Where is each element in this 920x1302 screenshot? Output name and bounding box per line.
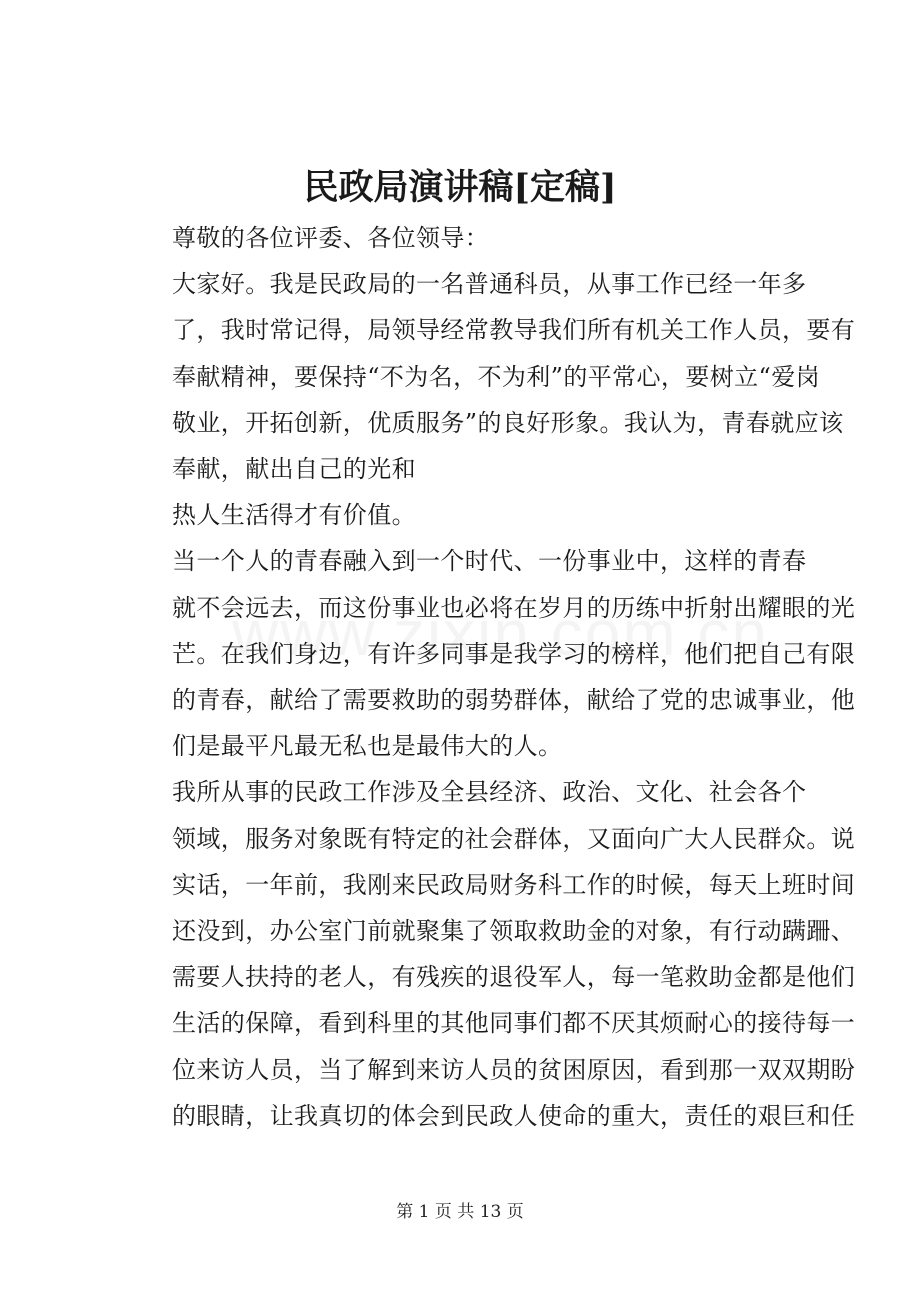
text-line: 大家好。我是民政局的一名普通科员，从事工作已经一年多: [172, 270, 807, 299]
text-line: 的眼睛，让我真切的体会到民政人使命的重大，责任的艰巨和任: [172, 1101, 856, 1130]
document-body: [124, 215, 856, 1139]
text-line: 还没到，办公室门前就聚集了领取救助金的对象，有行动蹒跚、: [172, 917, 856, 946]
page-footer: 第 1 页 共 13 页: [396, 1202, 524, 1222]
paragraph: [124, 215, 806, 261]
text-line: 奉献，献出自己的光和: [172, 455, 416, 484]
text-line: 敬业，开拓创新，优质服务”的良好形象。我认为，青春就应该: [172, 408, 844, 437]
text-line: 生活的保障，看到科里的其他同事们都不厌其烦耐心的接待每一: [172, 1009, 856, 1038]
text-line: 们是最平凡最无私也是最伟大的人。: [172, 732, 563, 761]
text-line: 领域，服务对象既有特定的社会群体，又面向广大人民群众。说: [172, 824, 856, 853]
text-line: 需要人扶持的老人，有残疾的退役军人，每一笔救助金都是他们: [172, 963, 856, 992]
paragraph: [124, 492, 806, 538]
text-line: 的青春，献给了需要救助的弱势群体，献给了党的忠诚事业，他: [172, 686, 856, 715]
paragraph: [124, 769, 856, 1139]
text-line: 实话，一年前，我刚来民政局财务科工作的时候，每天上班时间: [172, 870, 856, 899]
text-line: 尊敬的各位评委、各位领导：: [172, 224, 490, 252]
text-line: 位来访人员，当了解到来访人员的贫困原因，看到那一双双期盼: [172, 1055, 856, 1084]
paragraph: [124, 261, 856, 492]
document-title: 民政局演讲稿[定稿]: [303, 167, 617, 208]
text-line: 我所从事的民政工作涉及全县经济、政治、文化、社会各个: [172, 778, 807, 807]
text-line: 了，我时常记得，局领导经常教导我们所有机关工作人员，要有: [172, 316, 856, 345]
text-line: 芒。在我们身边，有许多同事是我学习的榜样，他们把自己有限: [172, 639, 856, 668]
paragraph: [124, 538, 856, 769]
text-line: 当一个人的青春融入到一个时代、一份事业中，这样的青春: [172, 547, 807, 576]
text-line: 就不会远去，而这份事业也必将在岁月的历练中折射出耀眼的光: [172, 593, 856, 622]
text-line: 热人生活得才有价值。: [172, 501, 416, 530]
text-line: 奉献精神，要保持“不为名，不为利”的平常心，要树立“爱岗: [172, 362, 821, 391]
